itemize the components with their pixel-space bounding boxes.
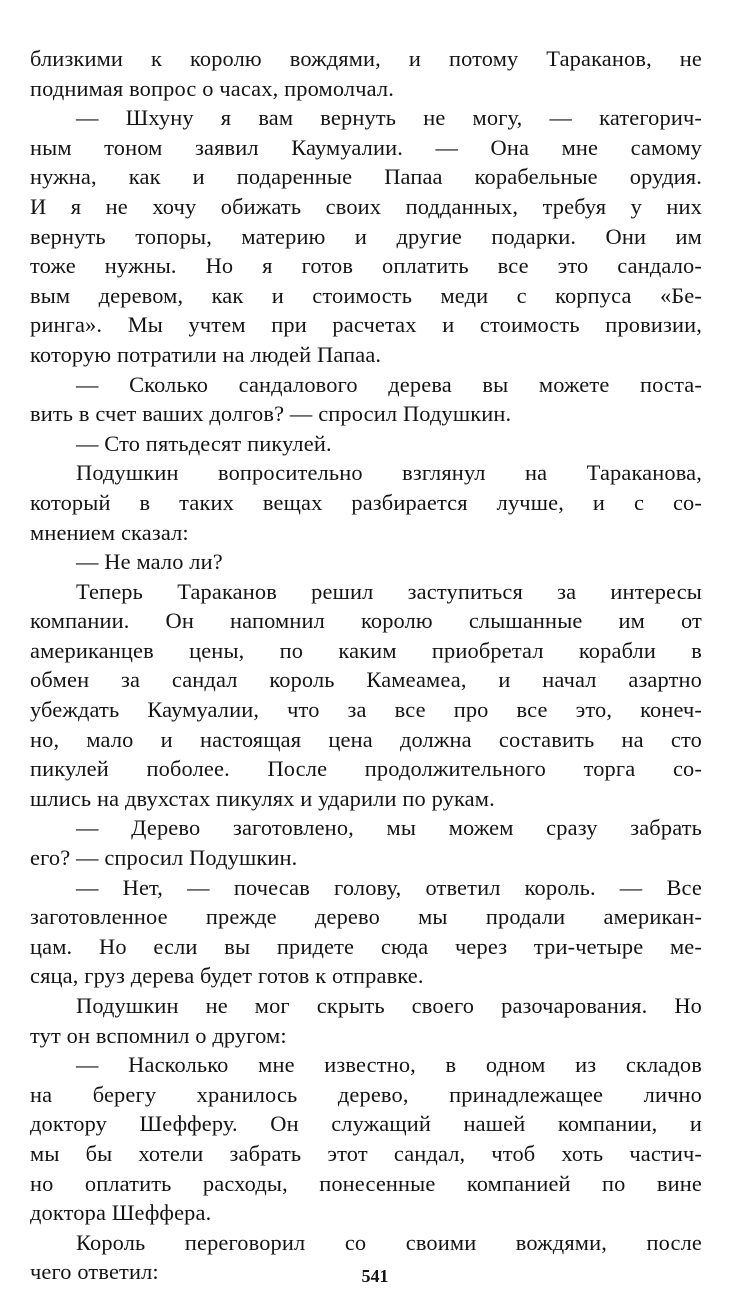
text-line: вернуть топоры, материю и другие подарки. Они им: [30, 223, 702, 249]
text-line: тоже нужны. Но я готов оплатить все это сандало-: [30, 253, 702, 279]
text-line: ным тоном заявил Каумуалии. — Она мне самому: [30, 134, 702, 160]
text-line: Подушкин вопросительно взглянул на Тараканова,: [76, 460, 702, 486]
text-line: — Сколько сандалового дерева вы можете поста-: [76, 371, 702, 397]
text-line: доктора Шеффера.: [30, 1200, 212, 1226]
text-line: Теперь Тараканов решил заступиться за интересы: [76, 578, 702, 604]
text-line: мнением сказал:: [30, 519, 189, 545]
text-line: доктору Шефферу. Он служащий нашей компании, и: [30, 1111, 702, 1137]
text-line: чего ответил:: [30, 1259, 159, 1285]
text-line: его? — спросил Подушкин.: [30, 845, 298, 871]
text-line: тут он вспомнил о другом:: [30, 1022, 287, 1048]
text-line: вить в счет ваших долгов? — спросил Подушкин.: [30, 401, 512, 427]
text-line: — Насколько мне известно, в одном из складов: [76, 1052, 702, 1078]
text-line: поднимая вопрос о часах, промолчал.: [30, 75, 394, 101]
text-line: на берегу хранилось дерево, принадлежащее лично: [30, 1081, 702, 1107]
text-line: близкими к королю вождями, и потому Тараканов, не: [30, 46, 702, 71]
text-line: ринга». Мы учтем при расчетах и стоимость провизии,: [30, 312, 702, 338]
text-line: мы бы хотели забрать этот сандал, чтоб хоть частич-: [30, 1140, 702, 1166]
text-line: обмен за сандал король Камеамеа, и начал азартно: [30, 667, 702, 693]
text-line: пикулей поболее. После продолжительного торга со-: [30, 756, 702, 782]
text-line: компании. Он напомнил королю слышанные им от: [30, 608, 702, 634]
text-line: вым деревом, как и стоимость меди с корпуса «Бе-: [30, 282, 702, 308]
text-line: но, мало и настоящая цена должна составить на сто: [30, 726, 702, 752]
text-line: американцев цены, по каким приобретал корабли в: [30, 637, 702, 663]
text-line: Подушкин не мог скрыть своего разочарования. Но: [76, 993, 702, 1018]
text-line: — Дерево заготовлено, мы можем сразу забрать: [76, 815, 702, 841]
page-number: 541: [361, 1266, 389, 1286]
text-line: цам. Но если вы придете сюда через три-четыре ме-: [30, 933, 702, 959]
text-line: который в таких вещах разбирается лучше, и с со-: [30, 489, 702, 515]
text-line: — Нет, — почесав голову, ответил король. — Все: [76, 874, 702, 900]
text-line: — Сто пятьдесят пикулей.: [76, 430, 332, 456]
text-line: — Не мало ли?: [76, 549, 223, 575]
text-line: И я не хочу обижать своих подданных, требуя у них: [30, 193, 702, 219]
text-line: шлись на двухстах пикулях и ударили по рукам.: [30, 785, 495, 811]
text-line: убеждать Каумуалии, что за все про все это, конеч-: [30, 697, 702, 723]
text-line: нужна, как и подаренные Папаа корабельные орудия.: [30, 164, 702, 190]
text-line: но оплатить расходы, понесенные компанией по вине: [30, 1170, 702, 1196]
text-line: — Шхуну я вам вернуть не могу, — категорич-: [76, 105, 702, 131]
text-line: Король переговорил со своими вождями, после: [76, 1229, 702, 1255]
text-line: заготовленное прежде дерево мы продали американ-: [30, 904, 702, 930]
text-line: которую потратили на людей Папаа.: [30, 341, 382, 367]
book-page-text: [30, 44, 702, 1287]
text-line: сяца, груз дерева будет готов к отправке.: [30, 963, 424, 989]
